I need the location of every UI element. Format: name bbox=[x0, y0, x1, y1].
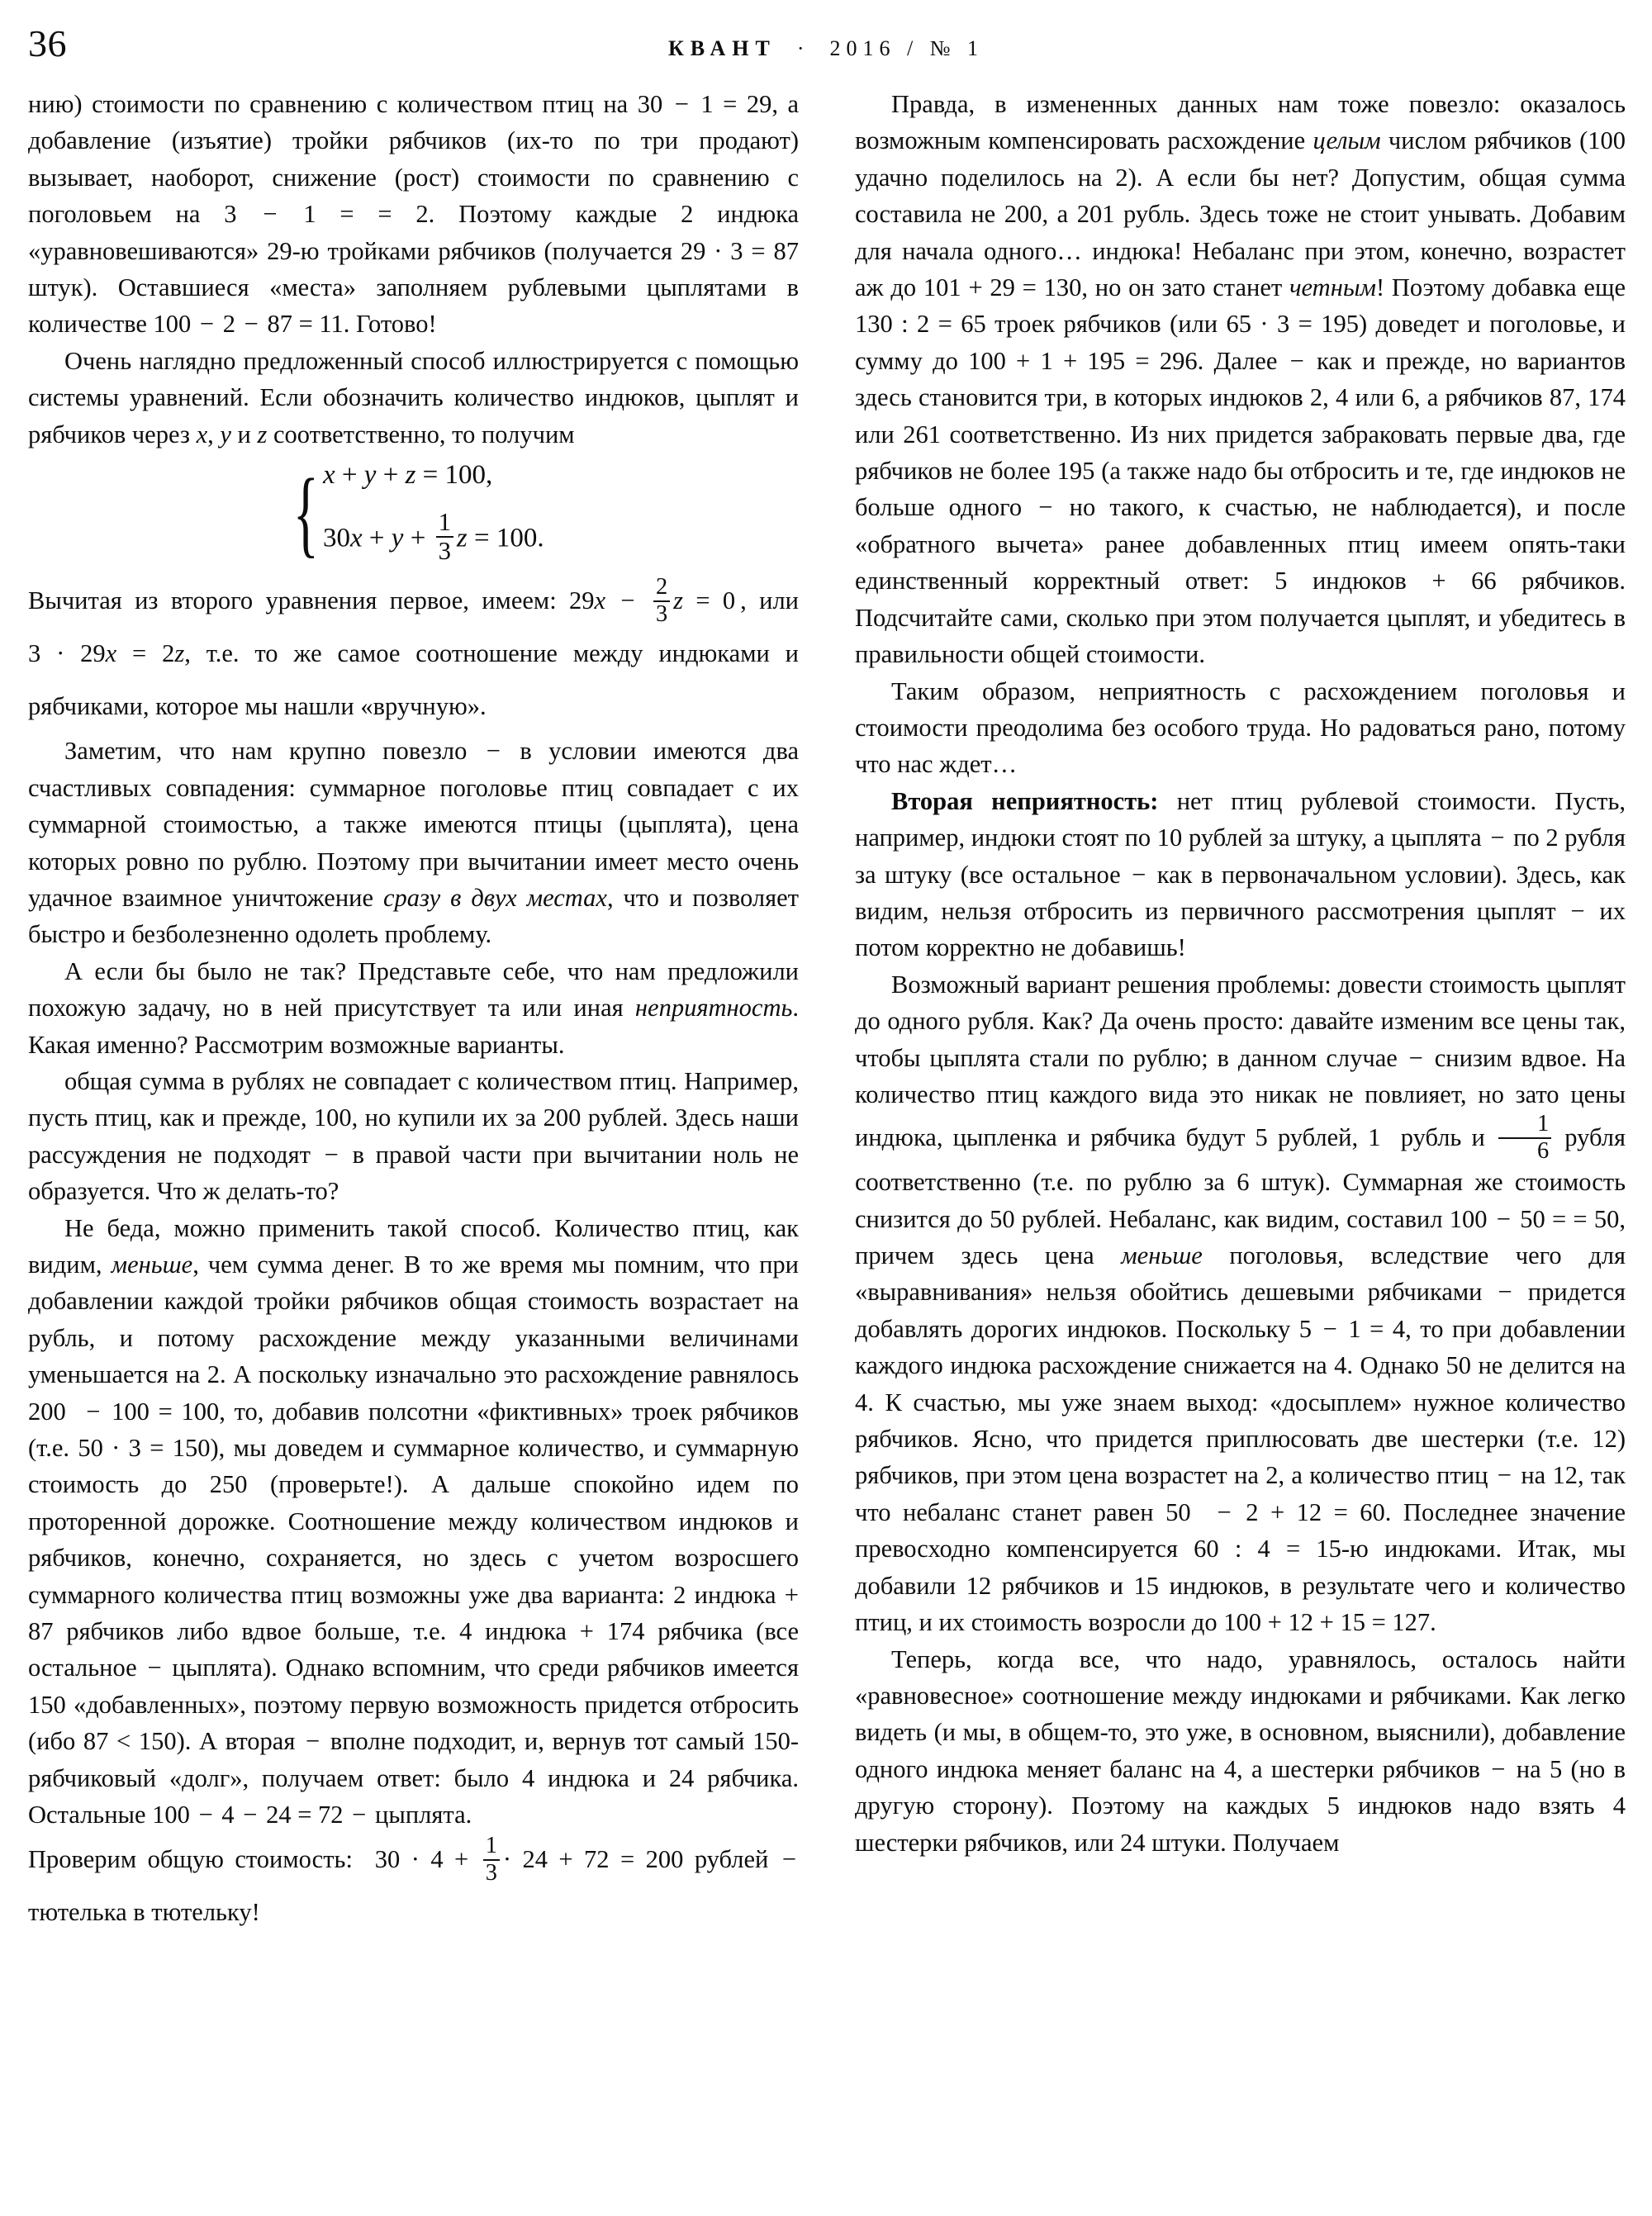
emphasis: сразу в двух местах bbox=[382, 883, 607, 912]
paragraph: общая сумма в рублях не совпадает с количеством птиц. Например, пусть птиц, как и прежде, 100, но купили их за 200 рублей. Здесь наши рассуждения не подходят − в правой части при вычитании ноль не образуется. Что ж делать-то? bbox=[28, 1066, 799, 1206]
fraction-one-third-check: $\frac{1}{3}$ bbox=[483, 1834, 500, 1886]
brace-glyph: { bbox=[293, 458, 320, 567]
fraction-two-thirds: $\frac{2}{3}$ bbox=[653, 576, 670, 627]
equation-lines bbox=[318, 461, 544, 564]
paragraph: Вычитая из второго уравнения первое, имеем: 29x − $\frac{2}{3}$ z = 0 , или 3 · 29x = 2z, т.е. то же самое соотношение между индюками и рябчиками, которое мы нашли «вручную». bbox=[28, 574, 800, 721]
emphasis: целым bbox=[1313, 126, 1381, 155]
fraction-one-third: $\frac{1}{3}$ bbox=[436, 510, 453, 565]
two-column-body bbox=[28, 86, 1626, 1938]
journal-name: КВАНТ bbox=[667, 36, 776, 60]
paragraph: А если бы было не так? Представьте себе, что нам предложили похожую задачу, но в ней присутствует та или иная неприятность. Какая именно? Рассмотрим возможные варианты. bbox=[28, 956, 799, 1059]
paragraph: Возможный вариант решения проблемы: довести стоимость цыплят до одного рубля. Как? Да очень просто: давайте изменим все цены так, чтобы цыплята стали по рублю; в данном случае − снизим вдвое. На количество птиц каждого вида это никак не повлияет, но зато цены индюка, цыпленка и рябчика будут 5 рублей, 1 рубль и $\frac{1}{6}$ рубля соответственно (т.е. по рублю за 6 штук). Суммарная же стоимость снизится до 50 рублей. Небаланс, как видим, составил 100 − 50 = = 50, причем здесь цена меньше поголовья, вследствие чего для «выравнивания» нельзя обойтись дешевыми рябчиками − придется добавлять дорогих индюков. Поскольку 5 − 1 = 4, то при добавлении каждого индюка расхождение снижается на 4. Однако 50 не делится на 4. К счастью, мы уже знаем выход: «досыплем» нужное количество рябчиков. Ясно, что придется приплюсовать две шестерки (т.е. 12) рябчиков, при этом цена возрастет на 2, а количество птиц − на 12, так что небаланс станет равен 50 − 2 + 12 = 60. Последнее значение превосходно компенсируется 60 : 4 = 15-ю индюками. Итак, мы добавили 12 рябчиков и 15 индюков, в результате чего и количество птиц, и их стоимость возросли до 100 + 12 + 15 = 127. bbox=[855, 970, 1626, 1637]
header-separator: · bbox=[776, 36, 830, 60]
paragraph: Не беда, можно применить такой способ. Количество птиц, как видим, меньше, чем сумма денег. В то же время мы помним, что при добавлении каждой тройки рябчиков общая стоимость возрастает на рубль, и потому расхождение между указанными величинами уменьшается на 2. А поскольку изначально это расхождение равнялось 200 − 100 = 100, то, добавив полсотни «фиктивных» троек рябчиков (т.е. 50 · 3 = 150), мы доведем и суммарное количество, и суммарную стоимость до 250 (проверьте!). А дальше спокойно идем по проторенной дорожке. Соотношение между количеством индюков и рябчиков, конечно, сохраняется, но здесь с учетом возросшего суммарного количества птиц возможны уже два варианта: 2 индюка + 87 рябчиков либо вдвое больше, т.е. 4 индюка + 174 рябчика (все остальное − цыплята). Однако вспомним, что среди рябчиков имеется 150 «добавленных», поэтому первую возможность придется отбросить (ибо 87 < 150). А вторая − вполне подходит, и, вернув тот самый 150-рябчиковый «долг», получаем ответ: было 4 индюка и 24 рябчика. Остальные 100 − 4 − 24 = 72 − цыплята. bbox=[28, 1213, 800, 1829]
subheading-second-trouble: Вторая неприятность: bbox=[891, 786, 1159, 815]
right-column bbox=[855, 86, 1626, 1938]
paragraph: Вторая неприятность: нет птиц рублевой стоимости. Пусть, например, индюки стоят по 10 рублей за штуку, а цыплята − по 2 рубля за штуку (все остальное − как в первоначальном условии). Здесь, как видим, нельзя отбросить из первичного рассмотрения цыплят − их потом корректно не добавишь! bbox=[855, 786, 1626, 962]
equation-system bbox=[28, 458, 799, 567]
emphasis: меньше bbox=[111, 1250, 193, 1279]
emphasis: меньше bbox=[1121, 1241, 1203, 1270]
paragraph: нию) стоимости по сравнению с количеством птиц на 30 − 1 = 29, а добавление (изъятие) тройки рябчиков (их-то по три продают) вызывает, наоборот, снижение (рост) стоимости по сравнению с поголовьем на 3 − 1 = = 2. Поэтому каждые 2 индюка «уравновешиваются» 29-ю тройками рябчиков (получается 29 · 3 = 87 штук). Оставшиеся «места» заполняем рублевыми цыплятами в количестве 100 − 2 − 87 = 11. Готово! bbox=[28, 90, 799, 339]
paragraph: Очень наглядно предложенный способ иллюстрируется с помощью системы уравнений. Если обозначить количество индюков, цыплят и рябчиков через x, y и z соответственно, то получим bbox=[28, 346, 799, 448]
paragraph: Теперь, когда все, что надо, уравнялось, осталось найти «равновесное» соотношение между индюками и рябчиками. Как легко видеть (и мы, в общем-то, это уже, в основном, выяснили), добавление одного индюка меняет баланс на 4, а шестерки рябчиков − на 5 (но в другую сторону). Поэтому на каждых 5 индюков надо взять 4 шестерки рябчиков, или 24 штуки. Получаем bbox=[855, 1644, 1626, 1857]
equation-line-1: x + y + z = 100, bbox=[323, 460, 493, 491]
emphasis: неприятность bbox=[634, 994, 793, 1023]
equation-line-2: 30x + y + $\frac{1}{3}$ z = 100. bbox=[323, 507, 544, 565]
paragraph: Проверим общую стоимость: 30 · 4 + $\frac{1}{3}$ · 24 + 72 = 200 рублей − тютелька в тютельку! bbox=[28, 1833, 797, 1927]
fraction-one-sixth: $\frac{1}{6}$ bbox=[1498, 1113, 1551, 1164]
paragraph: Правда, в измененных данных нам тоже повезло: оказалось возможным компенсировать расхождение целым числом рябчиков (100 удачно поделилось на 2). А если бы нет? Допустим, общая сумма составила не 200, а 201 рубль. Здесь тоже не стоит унывать. Добавим для начала одного… индюка! Небаланс при этом, конечно, возрастет аж до 101 + 29 = 130, но он зато станет четным! Поэтому добавка еще 130 : 2 = 65 троек рябчиков (или 65 · 3 = 195) доведет и поголовье, и сумму до 100 + 1 + 195 = 296. Далее − как и прежде, но вариантов здесь становится три, в которых индюков 2, 4 или 6, а рябчиков 87, 174 или 261 соответственно. Из них придется забраковать первые два, где рябчиков не более 195 (а также надо бы отбросить и те, где индюков не больше одного − но такого, к счастью, не наблюдается), и после «обратного вычета» ранее добавленных птиц имеем опять-таки единственный корректный ответ: 5 индюков + 66 рябчиков. Подсчитайте сами, сколько при этом получается цыплят, и убедитесь в правильности общей стоимости. bbox=[855, 90, 1626, 669]
left-column bbox=[28, 86, 799, 1938]
journal-header bbox=[0, 36, 1652, 61]
emphasis: четным bbox=[1289, 273, 1376, 302]
paragraph: Заметим, что нам крупно повезло − в условии имеются два счастливых совпадения: суммарное поголовье птиц совпадает с их суммарной стоимостью, а также имеются птицы (цыплята), цена которых ровно по рублю. Поэтому при вычитании имеет место очень удачное взаимное уничтожение сразу в двух местах, что и позволяет быстро и безболезненно одолеть проблему. bbox=[28, 737, 799, 949]
issue-label: 2016 / № 1 bbox=[829, 36, 985, 60]
running-head bbox=[0, 22, 1652, 69]
paragraph: Таким образом, неприятность с расхождением поголовья и стоимости преодолима без особого труда. Но радоваться рано, потому что нас ждет… bbox=[855, 676, 1626, 779]
page-number: 36 bbox=[28, 22, 67, 64]
